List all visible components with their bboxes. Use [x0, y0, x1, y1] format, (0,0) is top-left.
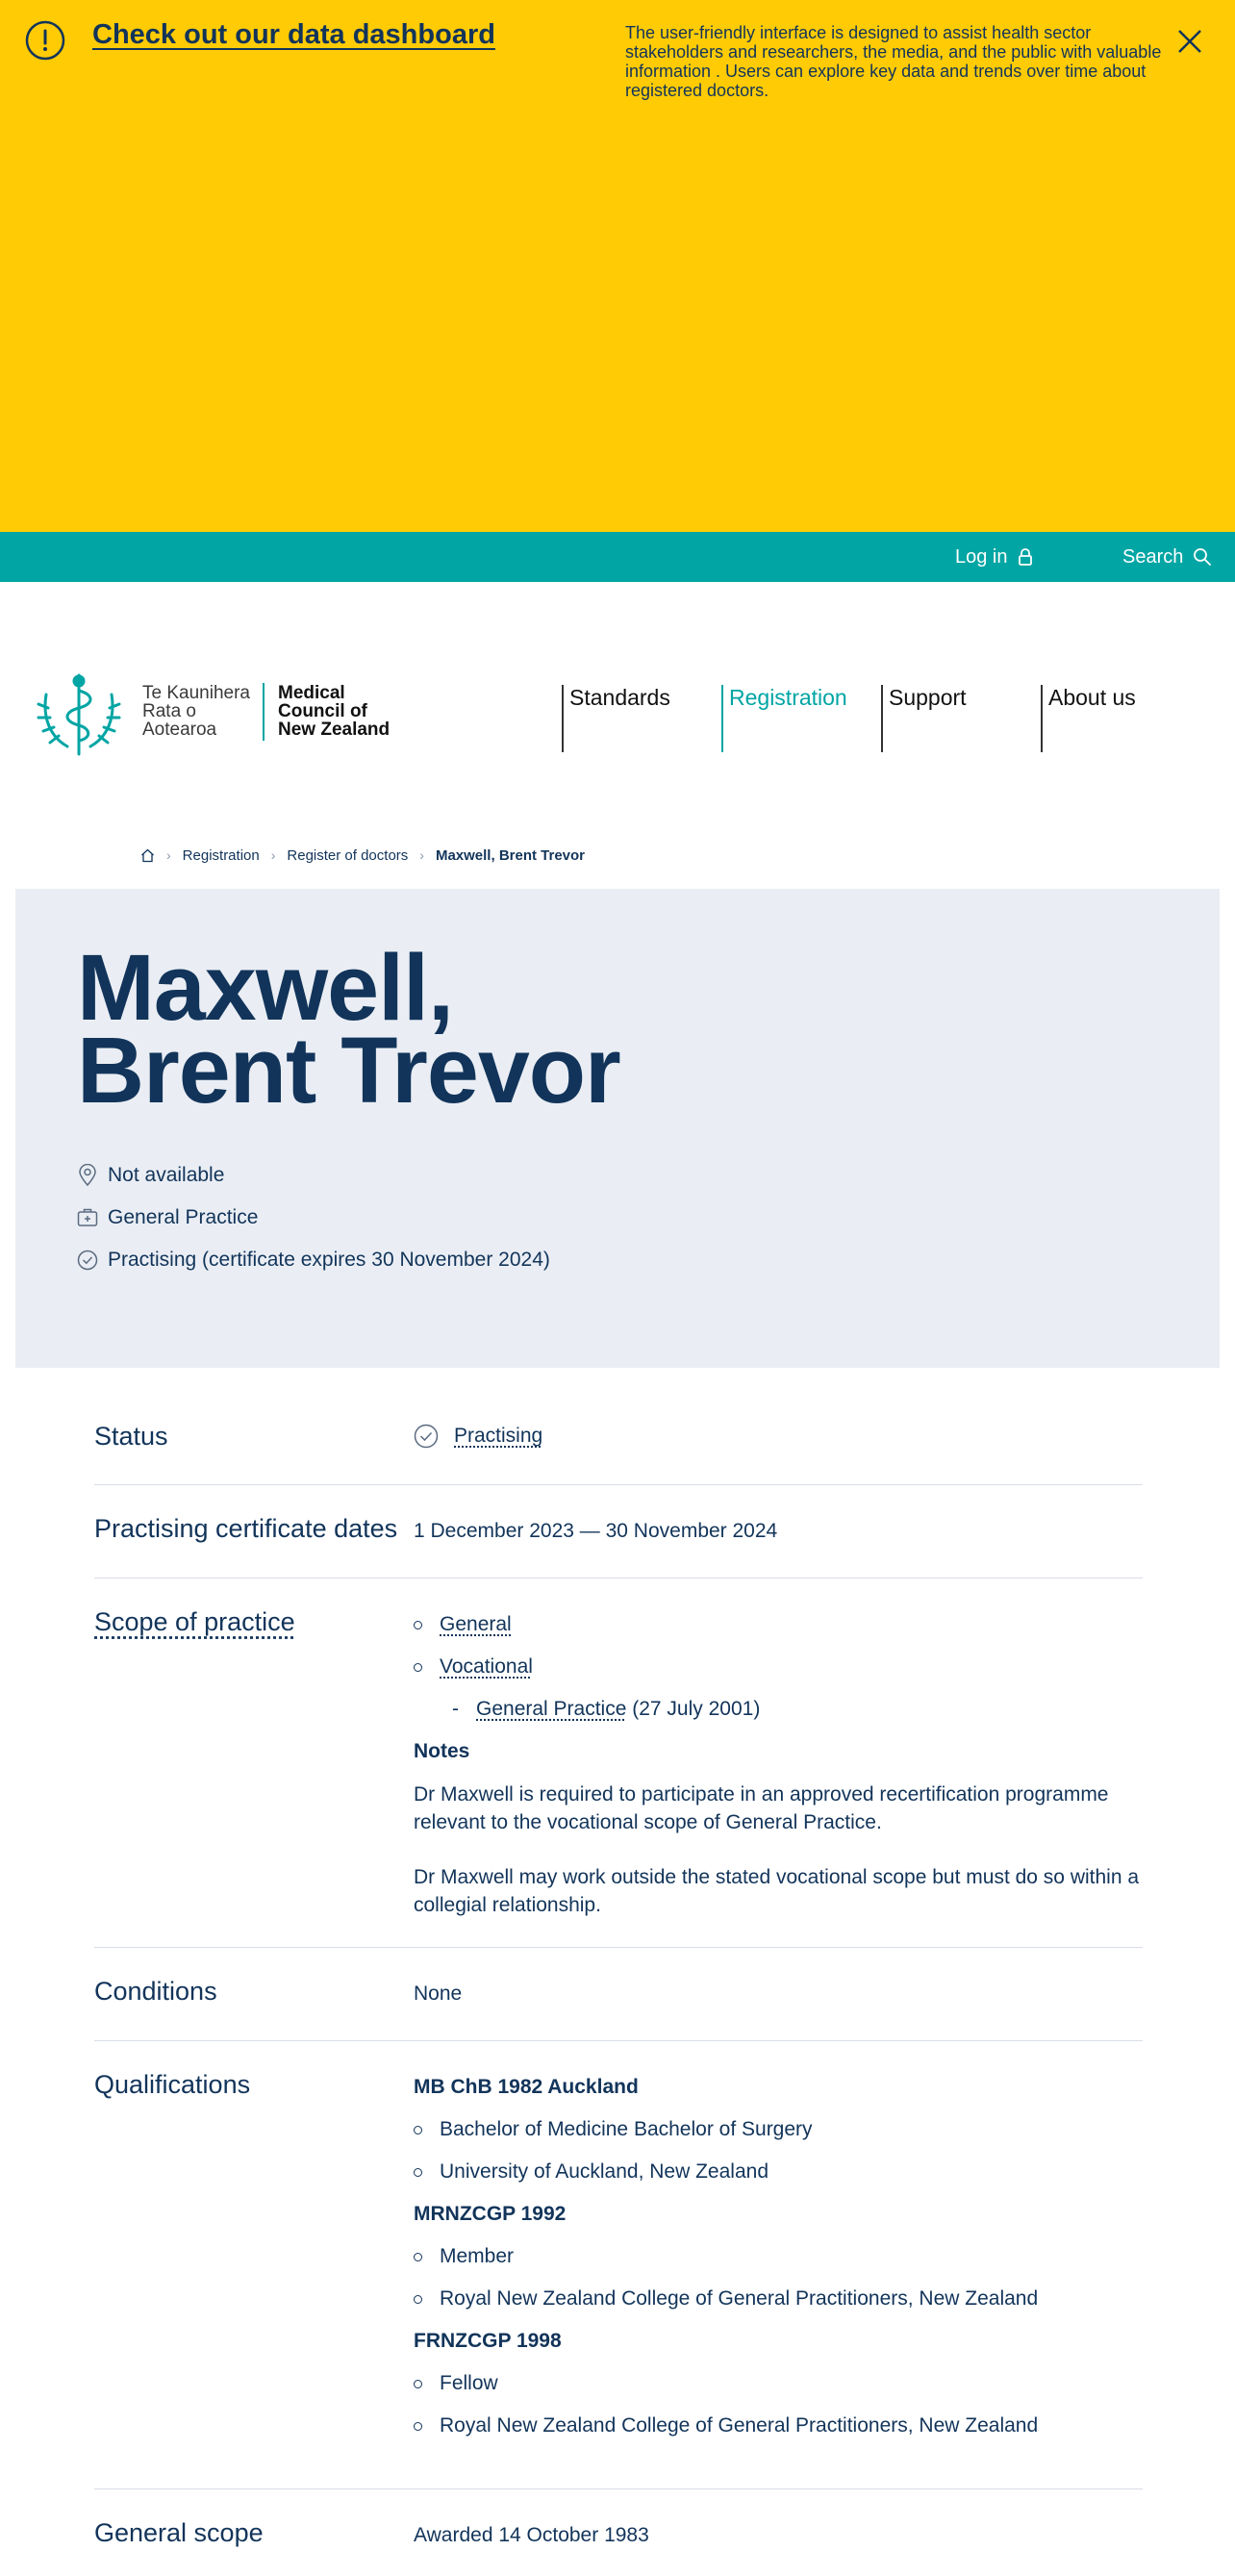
scope-label-link[interactable]: Scope of practice: [94, 1607, 295, 1636]
list-item: [414, 2414, 1038, 2437]
general-scope-section: [94, 2489, 1143, 2576]
search-icon: [1193, 547, 1212, 567]
status-link[interactable]: Practising: [454, 1425, 543, 1447]
check-circle-icon: [414, 1424, 439, 1449]
list-item: [414, 2118, 813, 2141]
status-label: Status: [94, 1422, 168, 1451]
close-icon[interactable]: [1175, 27, 1204, 56]
home-icon[interactable]: [140, 848, 155, 863]
bullet-icon: [414, 2253, 422, 2261]
login-label: Log in: [955, 545, 1008, 568]
qualification-detail: Bachelor of Medicine Bachelor of Surgery: [440, 2118, 813, 2140]
caduceus-fern-logo-icon: [29, 669, 129, 758]
certificate-label: Practising certificate dates: [94, 1514, 398, 1543]
lock-icon: [1018, 547, 1033, 567]
scope-section: [94, 1578, 1143, 1948]
logo-divider: [263, 683, 265, 741]
location-pin-icon: [77, 1164, 98, 1187]
bullet-icon: [414, 2422, 422, 2431]
site-logo[interactable]: [29, 669, 404, 758]
info-banner: [0, 0, 1235, 532]
qualifications-section: [94, 2041, 1143, 2489]
logo-english-text: Medical Council of New Zealand: [278, 683, 391, 740]
breadcrumb-registration[interactable]: Registration: [182, 846, 260, 864]
status-text: Practising (certificate expires 30 November 2024): [108, 1249, 550, 1271]
scope-general-practice-link[interactable]: General Practice: [476, 1698, 627, 1720]
logo-maori-text: Te Kaunihera Rata o Aotearoa: [142, 683, 250, 740]
scope-vocational-link[interactable]: Vocational: [440, 1655, 533, 1678]
status-row: [77, 1249, 550, 1272]
list-item: [452, 1698, 760, 1721]
breadcrumb: [140, 843, 585, 868]
field-row: [77, 1206, 258, 1229]
qualification-detail: University of Auckland, New Zealand: [440, 2160, 769, 2183]
nav-item-support[interactable]: Support: [881, 685, 967, 752]
dash-bullet: -: [452, 1698, 459, 1720]
info-icon: [25, 20, 65, 61]
login-button[interactable]: [955, 532, 1033, 582]
doctor-hero: [15, 889, 1220, 1368]
qualification-heading: MB ChB 1982 Auckland: [414, 2076, 639, 2098]
conditions-section: [94, 1948, 1143, 2041]
qualification-detail: Member: [440, 2245, 515, 2267]
certificate-section: [94, 1485, 1143, 1578]
medical-bag-icon: [77, 1207, 98, 1228]
search-label: Search: [1122, 545, 1184, 568]
field-text: General Practice: [108, 1206, 259, 1228]
scope-general-practice-date: (27 July 2001): [626, 1698, 761, 1720]
conditions-label: Conditions: [94, 1977, 217, 2006]
notes-heading: Notes: [414, 1740, 470, 1762]
list-item: [414, 1655, 533, 1679]
nav-item-registration[interactable]: Registration: [721, 685, 847, 752]
bullet-icon: [414, 2126, 422, 2134]
nav-item-standards[interactable]: Standards: [562, 685, 670, 752]
banner-title-link[interactable]: Check out our data dashboard: [92, 19, 495, 50]
certificate-value: 1 December 2023 — 30 November 2024: [414, 1520, 778, 1542]
scope-general-link[interactable]: General: [440, 1613, 512, 1635]
qualification-detail: Royal New Zealand College of General Practitioners, New Zealand: [440, 2287, 1039, 2310]
status-section: [94, 1401, 1143, 1485]
general-scope-value: Awarded 14 October 1983: [414, 2524, 649, 2546]
banner-description: The user-friendly interface is designed to assist health sector stakeholders and researchers, the media, and the public with valuable information . Users can explore key data and trends over time about registered doctors.: [625, 23, 1162, 100]
qualifications-label: Qualifications: [94, 2070, 251, 2099]
bullet-icon: [414, 1621, 422, 1629]
notes-paragraph: Dr Maxwell may work outside the stated vocational scope but must do so within a collegial relationship.: [414, 1866, 1140, 1916]
page-title: Maxwell, Brent Trevor: [77, 935, 620, 1123]
list-item: [414, 2372, 498, 2395]
list-item: [414, 2287, 1038, 2311]
qualification-heading: MRNZCGP 1992: [414, 2203, 567, 2225]
bullet-icon: [414, 1663, 422, 1672]
general-scope-label: General scope: [94, 2518, 264, 2547]
chevron-right-icon: ›: [270, 847, 276, 863]
list-item: [414, 2245, 514, 2268]
qualification-heading: FRNZCGP 1998: [414, 2330, 562, 2352]
breadcrumb-register-of-doctors[interactable]: Register of doctors: [287, 846, 409, 864]
list-item: [414, 1613, 512, 1636]
breadcrumb-current: Maxwell, Brent Trevor: [435, 846, 586, 864]
list-item: [414, 2160, 769, 2184]
qualification-detail: Royal New Zealand College of General Practitioners, New Zealand: [440, 2414, 1039, 2437]
status-value: [414, 1424, 542, 1449]
check-circle-icon: [77, 1250, 98, 1271]
bullet-icon: [414, 2168, 422, 2177]
conditions-value: None: [414, 1983, 463, 2005]
location-row: [77, 1164, 224, 1187]
search-button[interactable]: [1122, 532, 1212, 582]
bullet-icon: [414, 2380, 422, 2388]
location-text: Not available: [108, 1164, 225, 1186]
notes-paragraph: Dr Maxwell is required to participate in an approved recertification programme relevant to the vocational scope of General Practice.: [414, 1783, 1109, 1833]
bullet-icon: [414, 2295, 422, 2304]
chevron-right-icon: ›: [419, 847, 424, 863]
nav-item-about-us[interactable]: About us: [1041, 685, 1136, 752]
chevron-right-icon: ›: [166, 847, 171, 863]
utility-bar: [0, 532, 1235, 582]
qualification-detail: Fellow: [440, 2372, 498, 2394]
